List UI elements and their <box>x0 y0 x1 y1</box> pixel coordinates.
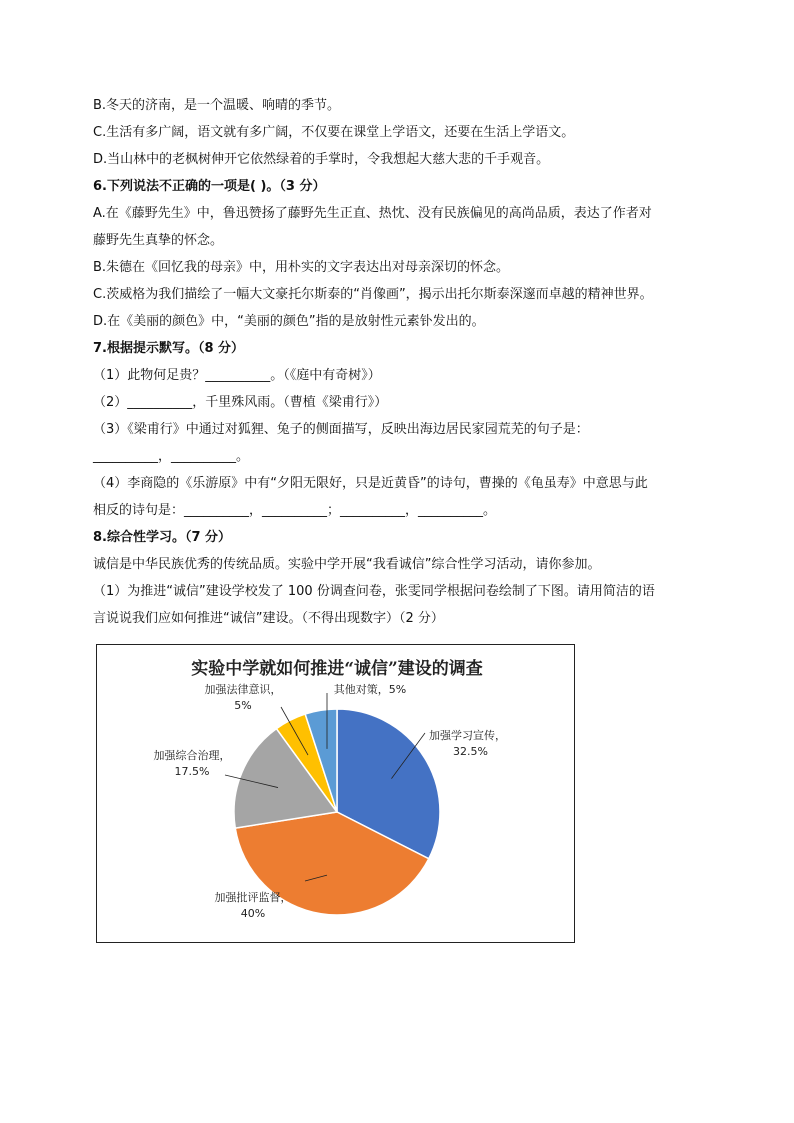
text-line: （4）李商隐的《乐游原》中有“夕阳无限好，只是近黄昏”的诗句，曹操的《龟虽寿》中意思与此 <box>93 476 648 491</box>
text-line: 藤野先生真挚的怀念。 <box>93 233 224 248</box>
text-line: B.朱德在《回忆我的母亲》中，用朴实的文字表达出对母亲深切的怀念。 <box>93 260 510 275</box>
text-line: 诚信是中华民族优秀的传统品质。实验中学开展“我看诚信”综合性学习活动，请你参加。 <box>93 557 601 572</box>
text-line: （2）__________，千里殊风雨。（曹植《梁甫行》） <box>93 395 388 410</box>
text-line: C.茨威格为我们描绘了一幅大文豪托尔斯泰的“肖像画”，揭示出托尔斯泰深邃而卓越的精神世界。 <box>93 287 653 302</box>
text-line: （1）此物何足贵？__________。（《庭中有奇树》） <box>93 368 381 383</box>
question-text <box>93 92 713 632</box>
question-heading: 6.下列说法不正确的一项是( )。（3 分） <box>93 179 326 194</box>
slice-label: 其他对策，5% <box>333 683 407 696</box>
slice-label: 加强综合治理， 17.5% <box>153 749 231 778</box>
text-line: A.在《藤野先生》中，鲁迅赞扬了藤野先生正直、热忱、没有民族偏见的高尚品质，表达了作者对 <box>93 206 652 221</box>
slice-label: 加强批评监督， 40% <box>214 891 292 920</box>
slice-label: 加强法律意识， 5% <box>204 683 282 712</box>
slice-label: 加强学习宣传， 32.5% <box>429 729 506 758</box>
text-line: 言说说我们应如何推进“诚信”建设。（不得出现数字）（2 分） <box>93 611 444 626</box>
text-line: B.冬天的济南，是一个温暖、响晴的季节。 <box>93 98 341 113</box>
text-line: （3）《梁甫行》中通过对狐狸、兔子的侧面描写，反映出海边居民家园荒芜的句子是： <box>93 422 589 437</box>
text-line: （1）为推进“诚信”建设学校发了 100 份调查问卷，张雯同学根据问卷绘制了下图。请用简洁的语 <box>93 584 655 599</box>
text-line: 相反的诗句是：__________，__________；__________，__________。 <box>93 503 497 518</box>
pie-chart <box>96 644 575 943</box>
text-line: C.生活有多广阔，语文就有多广阔，不仅要在课堂上学语文，还要在生活上学语文。 <box>93 125 575 140</box>
text-line: D.当山林中的老枫树伸开它依然绿着的手掌时，令我想起大慈大悲的千手观音。 <box>93 152 550 167</box>
text-line: __________，__________。 <box>93 449 250 464</box>
text-line: D.在《美丽的颜色》中，“美丽的颜色”指的是放射性元素钋发出的。 <box>93 314 485 329</box>
chart-title: 实验中学就如何推进“诚信”建设的调查 <box>191 659 483 679</box>
pie-chart-svg <box>97 645 574 942</box>
question-heading: 7.根据提示默写。（8 分） <box>93 341 245 356</box>
question-heading: 8.综合性学习。（7 分） <box>93 530 232 545</box>
